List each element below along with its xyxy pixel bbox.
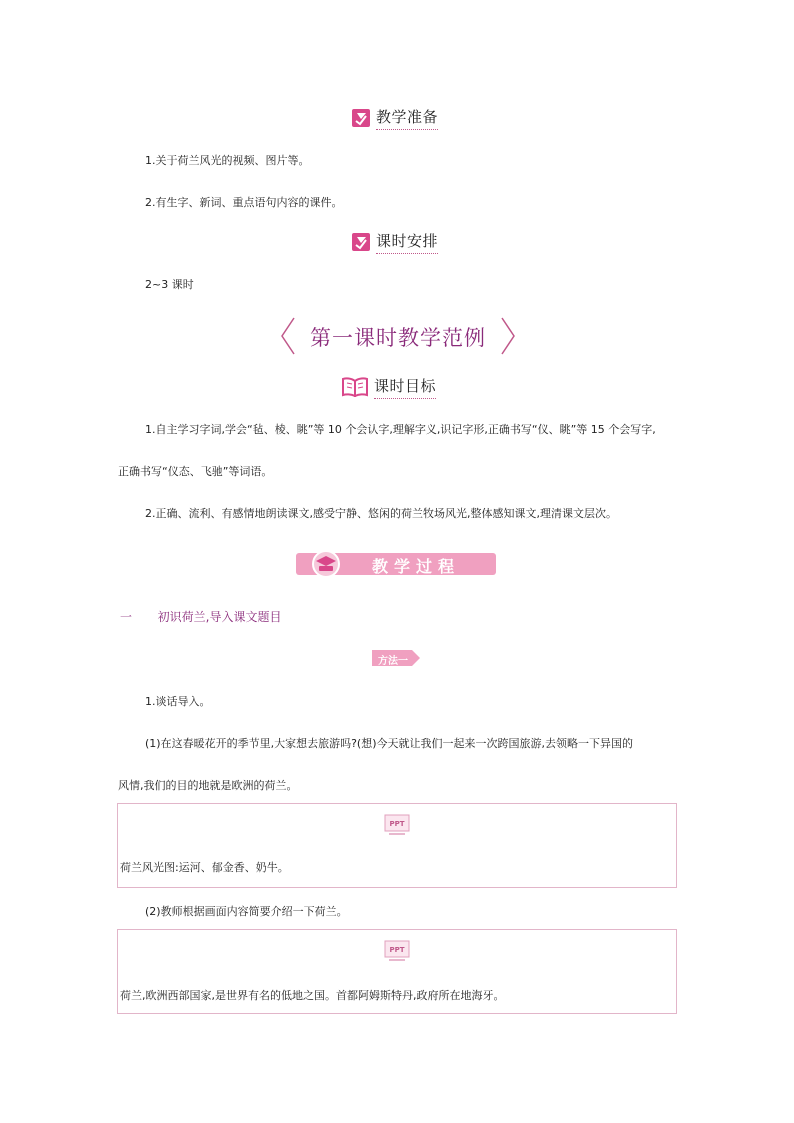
schedule-title: 课时安排 bbox=[376, 230, 438, 254]
sub-1-line-1: (1)在这春暖花开的季节里,大家想去旅游吗?(想)今天就让我们一起来一次跨国旅游,去领略一下异国的 bbox=[145, 737, 633, 750]
section-heading-prep bbox=[352, 106, 438, 130]
ppt-1-text: 荷兰风光图:运河、郁金香、奶牛。 bbox=[120, 861, 289, 874]
method-tag bbox=[372, 650, 420, 666]
part-1-heading bbox=[120, 608, 282, 625]
open-book-icon bbox=[342, 377, 368, 397]
sub-1-line-2: 风情,我们的目的地就是欧洲的荷兰。 bbox=[118, 779, 298, 792]
sub-2: (2)教师根据画面内容简要介绍一下荷兰。 bbox=[145, 905, 348, 918]
goal-item-2: 2.正确、流利、有感情地朗读课文,感受宁静、悠闲的荷兰牧场风光,整体感知课文,理清课文层次。 bbox=[145, 507, 617, 520]
prep-item-1: 1.关于荷兰风光的视频、图片等。 bbox=[145, 154, 310, 167]
ppt-icon-label: PPT bbox=[389, 946, 405, 954]
ppt-icon bbox=[384, 940, 410, 962]
ppt-icon bbox=[384, 814, 410, 836]
lesson-banner bbox=[278, 316, 518, 356]
ppt-icon-label: PPT bbox=[389, 820, 405, 828]
section-heading-schedule bbox=[352, 230, 438, 254]
bookmark-check-icon bbox=[352, 109, 370, 127]
method-tag-text: 方法一 bbox=[378, 656, 408, 667]
step-1: 1.谈话导入。 bbox=[145, 695, 211, 708]
prep-item-2: 2.有生字、新词、重点语句内容的课件。 bbox=[145, 196, 343, 209]
goal-item-1-line-2: 正确书写“仪态、飞驰”等词语。 bbox=[118, 465, 273, 478]
part-1-number: 一 bbox=[120, 610, 133, 624]
bookmark-check-icon bbox=[352, 233, 370, 251]
section-heading-goals bbox=[342, 375, 436, 399]
part-1-title: 初识荷兰,导入课文题目 bbox=[157, 610, 282, 624]
goals-title: 课时目标 bbox=[374, 375, 436, 399]
lesson-banner-title: 第一课时教学范例 bbox=[310, 326, 486, 350]
process-banner-title: 教学过程 bbox=[371, 557, 460, 576]
prep-title: 教学准备 bbox=[376, 106, 438, 130]
process-banner bbox=[296, 550, 496, 578]
goal-item-1-line-1: 1.自主学习字词,学会“毡、棱、眺”等 10 个会认字,理解字义,识记字形,正确书写“仪、眺”等 15 个会写字, bbox=[145, 423, 656, 436]
schedule-text: 2~3 课时 bbox=[145, 278, 194, 291]
ppt-box-2 bbox=[117, 929, 677, 1014]
ppt-box-1 bbox=[117, 803, 677, 888]
ppt-2-text: 荷兰,欧洲西部国家,是世界有名的低地之国。首都阿姆斯特丹,政府所在地海牙。 bbox=[120, 989, 505, 1002]
